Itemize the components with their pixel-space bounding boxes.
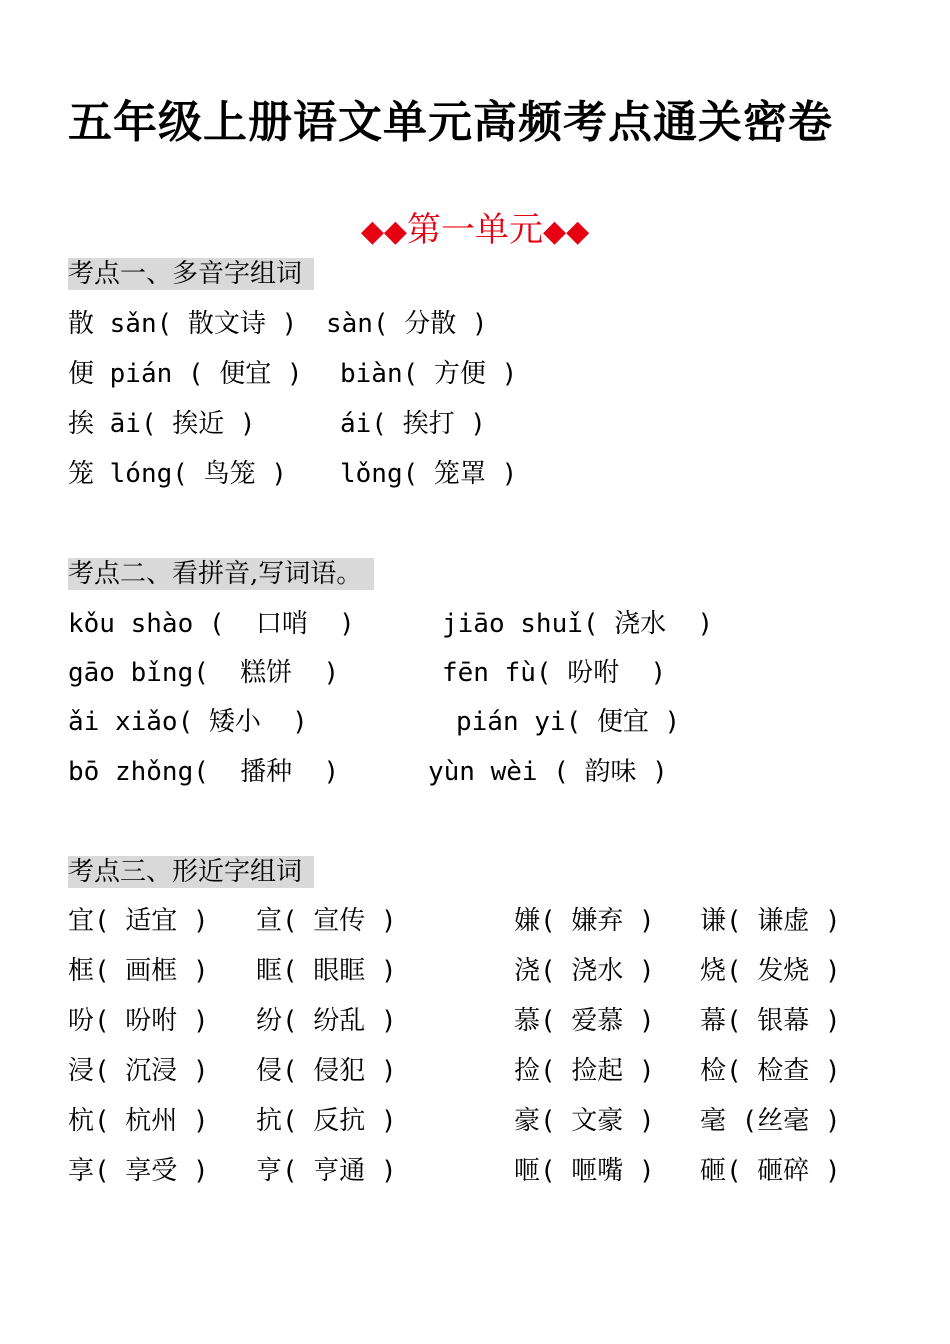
similar-char-item: 烧( 发烧 ) bbox=[700, 956, 841, 986]
pinyin-right: yùn wèi ( 韵味 ) bbox=[428, 757, 668, 787]
pinyin-left: bō zhǒng( 播种 ) bbox=[68, 757, 340, 787]
similar-char-item: 享( 享受 ) bbox=[68, 1156, 209, 1186]
similar-char-item: 浸( 沉浸 ) bbox=[68, 1056, 209, 1086]
similar-char-item: 嫌( 嫌弃 ) bbox=[514, 906, 655, 936]
similar-char-item: 杭( 杭州 ) bbox=[68, 1106, 209, 1136]
pinyin-right: jiāo shuǐ( 浇水 ) bbox=[442, 609, 714, 639]
polyphone-right: sàn( 分散 ) bbox=[326, 309, 488, 339]
similar-char-item: 毫 (丝毫 ) bbox=[700, 1106, 841, 1136]
similar-char-item: 吩( 吩咐 ) bbox=[68, 1006, 209, 1036]
unit-heading bbox=[0, 202, 950, 251]
diamond-right-icon: ◆◆ bbox=[543, 214, 590, 249]
polyphone-left: 挨 āi( 挨近 ) bbox=[68, 409, 256, 439]
section-heading-3: 考点三、形近字组词 bbox=[68, 856, 314, 888]
similar-char-item: 慕( 爱慕 ) bbox=[514, 1006, 655, 1036]
pinyin-right: fēn fù( 吩咐 ) bbox=[442, 658, 667, 688]
similar-char-item: 浇( 浇水 ) bbox=[514, 956, 655, 986]
similar-char-item: 框( 画框 ) bbox=[68, 956, 209, 986]
polyphone-right: ái( 挨打 ) bbox=[340, 409, 486, 439]
pinyin-left: kǒu shào ( 口哨 ) bbox=[68, 609, 355, 639]
similar-char-item: 亨( 亨通 ) bbox=[256, 1156, 397, 1186]
polyphone-right: lǒng( 笼罩 ) bbox=[340, 459, 518, 489]
section-heading-2: 考点二、看拼音,写词语。 bbox=[68, 558, 374, 590]
polyphone-right: biàn( 方便 ) bbox=[340, 359, 518, 389]
polyphone-left: 便 pián ( 便宜 ) bbox=[68, 359, 303, 389]
similar-char-item: 捡( 捡起 ) bbox=[514, 1056, 655, 1086]
page-title: 五年级上册语文单元高频考点通关密卷 bbox=[68, 97, 833, 148]
unit-label: 第一单元 bbox=[407, 210, 543, 250]
similar-char-item: 纷( 纷乱 ) bbox=[256, 1006, 397, 1036]
similar-char-item: 宜( 适宜 ) bbox=[68, 906, 209, 936]
similar-char-item: 豪( 文豪 ) bbox=[514, 1106, 655, 1136]
section-heading-1: 考点一、多音字组词 bbox=[68, 258, 314, 290]
pinyin-right: pián yi( 便宜 ) bbox=[456, 707, 681, 737]
similar-char-item: 侵( 侵犯 ) bbox=[256, 1056, 397, 1086]
similar-char-item: 咂( 咂嘴 ) bbox=[514, 1156, 655, 1186]
similar-char-item: 抗( 反抗 ) bbox=[256, 1106, 397, 1136]
polyphone-left: 散 sǎn( 散文诗 ) bbox=[68, 309, 298, 339]
similar-char-item: 砸( 砸碎 ) bbox=[700, 1156, 841, 1186]
polyphone-left: 笼 lóng( 鸟笼 ) bbox=[68, 459, 287, 489]
diamond-left-icon: ◆◆ bbox=[360, 214, 407, 249]
pinyin-left: ǎi xiǎo( 矮小 ) bbox=[68, 707, 308, 737]
pinyin-left: gāo bǐng( 糕饼 ) bbox=[68, 658, 340, 688]
similar-char-item: 谦( 谦虚 ) bbox=[700, 906, 841, 936]
similar-char-item: 幕( 银幕 ) bbox=[700, 1006, 841, 1036]
similar-char-item: 检( 检查 ) bbox=[700, 1056, 841, 1086]
similar-char-item: 宣( 宣传 ) bbox=[256, 906, 397, 936]
similar-char-item: 眶( 眼眶 ) bbox=[256, 956, 397, 986]
